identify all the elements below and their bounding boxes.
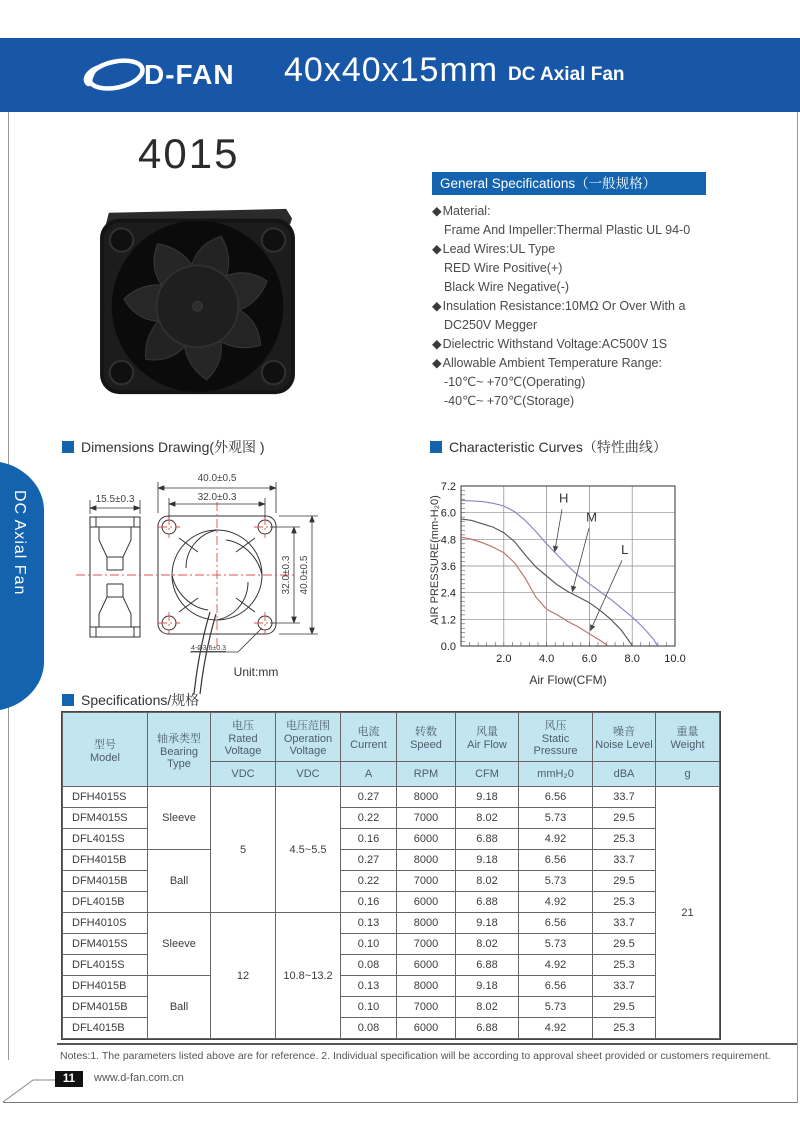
- model-number: 4015: [138, 130, 240, 177]
- operation-voltage-cell: 4.5~5.5: [276, 787, 341, 913]
- bearing-cell: Ball: [148, 976, 211, 1039]
- centerlines: [76, 502, 294, 648]
- col-header-airflow: 风量 Air Flow: [456, 713, 519, 762]
- svg-text:0.0: 0.0: [440, 641, 456, 653]
- table-row: DFM4015B 0.22 7000 8.02 5.73 29.5: [63, 871, 720, 892]
- footer-diagonal-rule: [3, 1073, 61, 1103]
- fan-swoosh-icon: [78, 52, 150, 98]
- table-row: DFL4015S 0.08 6000 6.88 4.92 25.3: [63, 955, 720, 976]
- blue-square-icon: [62, 441, 74, 453]
- specifications-table: [62, 712, 720, 1039]
- bottom-rule: [3, 1102, 797, 1103]
- operation-voltage-cell: 10.8~13.2: [276, 913, 341, 1039]
- dim-depth: 15.5±0.3: [95, 494, 135, 505]
- brand-name: D-FAN: [144, 59, 235, 90]
- table-row: DFH4015B Ball 0.13 8000 9.18 6.56 33.7: [63, 976, 720, 997]
- svg-text:6.0: 6.0: [581, 653, 598, 665]
- col-header-rated-voltage: 电压 Rated Voltage: [211, 713, 276, 762]
- blue-square-icon: [430, 441, 442, 453]
- spec-item: -10℃~ +70℃(Operating): [444, 375, 586, 389]
- spec-item: ◆Allowable Ambient Temperature Range:: [432, 356, 662, 370]
- weight-cell: 21: [656, 787, 720, 1039]
- table-row: DFL4015B 0.08 6000 6.88 4.92 25.3: [63, 1018, 720, 1039]
- characteristic-curves-chart: [425, 478, 705, 693]
- unit-rpm: RPM: [397, 762, 456, 787]
- svg-text:10.0: 10.0: [664, 653, 686, 665]
- spec-table-section-header: Specifications/规格: [62, 690, 199, 710]
- dim-inner-height: 32.0±0.3: [281, 555, 292, 595]
- col-header-speed: 转数 Speed: [397, 713, 456, 762]
- col-header-pressure: 风压 Static Pressure: [519, 713, 593, 762]
- spec-item: ◆Material:: [432, 204, 491, 218]
- spec-item: ◆Dielectric Withstand Voltage:AC500V 1S: [432, 337, 668, 351]
- col-header-model: 型号 Model: [63, 713, 148, 787]
- unit-a: A: [341, 762, 397, 787]
- unit-vdc: VDC: [276, 762, 341, 787]
- svg-text:7.2: 7.2: [440, 481, 456, 493]
- table-row: DFH4015B Ball 0.27 8000 9.18 6.56 33.7: [63, 850, 720, 871]
- table-row: DFH4015S Sleeve 5 4.5~5.5 0.27 8000 9.18 6.56 33.7 21: [63, 787, 720, 808]
- spec-item: Black Wire Negative(-): [444, 280, 570, 294]
- spec-item: Frame And Impeller:Thermal Plastic UL 94-0: [444, 223, 691, 237]
- unit-mmh2o: mmH₂0: [519, 762, 593, 787]
- table-row: DFM4015S 0.10 7000 8.02 5.73 29.5: [63, 934, 720, 955]
- sidebar-label: DC Axial Fan: [11, 490, 28, 596]
- bearing-cell: Ball: [148, 850, 211, 913]
- spec-item: DC250V Megger: [444, 318, 538, 332]
- rated-voltage-cell: 5: [211, 787, 276, 913]
- svg-text:Air Flow(CFM): Air Flow(CFM): [529, 673, 607, 687]
- page-number-badge: 11: [55, 1071, 83, 1087]
- page-title: 40x40x15mm: [284, 51, 499, 89]
- rated-voltage-cell: 12: [211, 913, 276, 1039]
- chart-y-axis-label: AIR PRESSURE(mm-H₂0): [429, 495, 441, 625]
- dimensions-drawing: [58, 462, 410, 697]
- curves-section-header: Characteristic Curves（特性曲线）: [430, 437, 667, 457]
- unit-dba: dBA: [593, 762, 656, 787]
- col-header-weight: 重量 Weight: [656, 713, 720, 762]
- unit-cfm: CFM: [456, 762, 519, 787]
- spec-item: RED Wire Positive(+): [444, 261, 563, 275]
- spec-item: ◆Insulation Resistance:10MΩ Or Over With a: [432, 299, 686, 313]
- dim-holes: 4-Ø3.6±0.3: [191, 645, 226, 652]
- table-row: DFL4015S 0.16 6000 6.88 4.92 25.3: [63, 829, 720, 850]
- dim-outer-width: 40.0±0.5: [197, 473, 237, 484]
- general-specs-list: [432, 202, 762, 411]
- svg-text:M: M: [586, 509, 597, 525]
- product-photo: [95, 205, 300, 397]
- notes-text: Notes:1. The parameters listed above are for reference. 2. Individual specification will be according to approval sheet provided or customers requirement.: [60, 1050, 771, 1062]
- unit-vdc: VDC: [211, 762, 276, 787]
- page-subtitle: DC Axial Fan: [508, 64, 625, 85]
- svg-text:4.0: 4.0: [538, 653, 555, 665]
- dim-outer-height: 40.0±0.5: [299, 555, 310, 595]
- bearing-cell: Sleeve: [148, 787, 211, 850]
- bearing-cell: Sleeve: [148, 913, 211, 976]
- notes-top-rule: [57, 1043, 797, 1045]
- svg-text:6.0: 6.0: [440, 507, 456, 520]
- table-row: DFL4015B 0.16 6000 6.88 4.92 25.3: [63, 892, 720, 913]
- table-row: DFM4015B 0.10 7000 8.02 5.73 29.5: [63, 997, 720, 1018]
- header-bar: [0, 38, 800, 112]
- svg-text:3.6: 3.6: [440, 561, 456, 573]
- svg-text:H: H: [559, 490, 569, 506]
- dimensions-section-header: Dimensions Drawing(外观图 ): [62, 437, 265, 457]
- spec-item: ◆Lead Wires:UL Type: [432, 242, 556, 256]
- unit-label: Unit:mm: [233, 665, 279, 679]
- right-rule: [797, 112, 798, 1103]
- unit-g: g: [656, 762, 720, 787]
- svg-text:4.8: 4.8: [440, 534, 456, 547]
- col-header-bearing: 轴承类型 Bearing Type: [148, 713, 211, 787]
- table-row: DFM4015S 0.22 7000 8.02 5.73 29.5: [63, 808, 720, 829]
- col-header-noise: 噪音 Noise Level: [593, 713, 656, 762]
- brand-logo: [78, 52, 238, 98]
- dim-inner-width: 32.0±0.3: [197, 492, 237, 503]
- spec-item: -40℃~ +70℃(Storage): [444, 394, 575, 408]
- svg-text:2.4: 2.4: [440, 587, 456, 600]
- general-specs-header: General Specifications（一般规格）: [432, 172, 706, 195]
- svg-text:8.0: 8.0: [624, 653, 640, 665]
- svg-text:1.2: 1.2: [440, 614, 456, 627]
- table-row: DFH4010S Sleeve 12 10.8~13.2 0.13 8000 9.18 6.56 33.7: [63, 913, 720, 934]
- svg-text:2.0: 2.0: [496, 653, 512, 665]
- svg-text:L: L: [621, 541, 629, 557]
- website-text: www.d-fan.com.cn: [94, 1072, 184, 1084]
- col-header-operation-voltage: 电压范围 Operation Voltage: [276, 713, 341, 762]
- col-header-current: 电流 Current: [341, 713, 397, 762]
